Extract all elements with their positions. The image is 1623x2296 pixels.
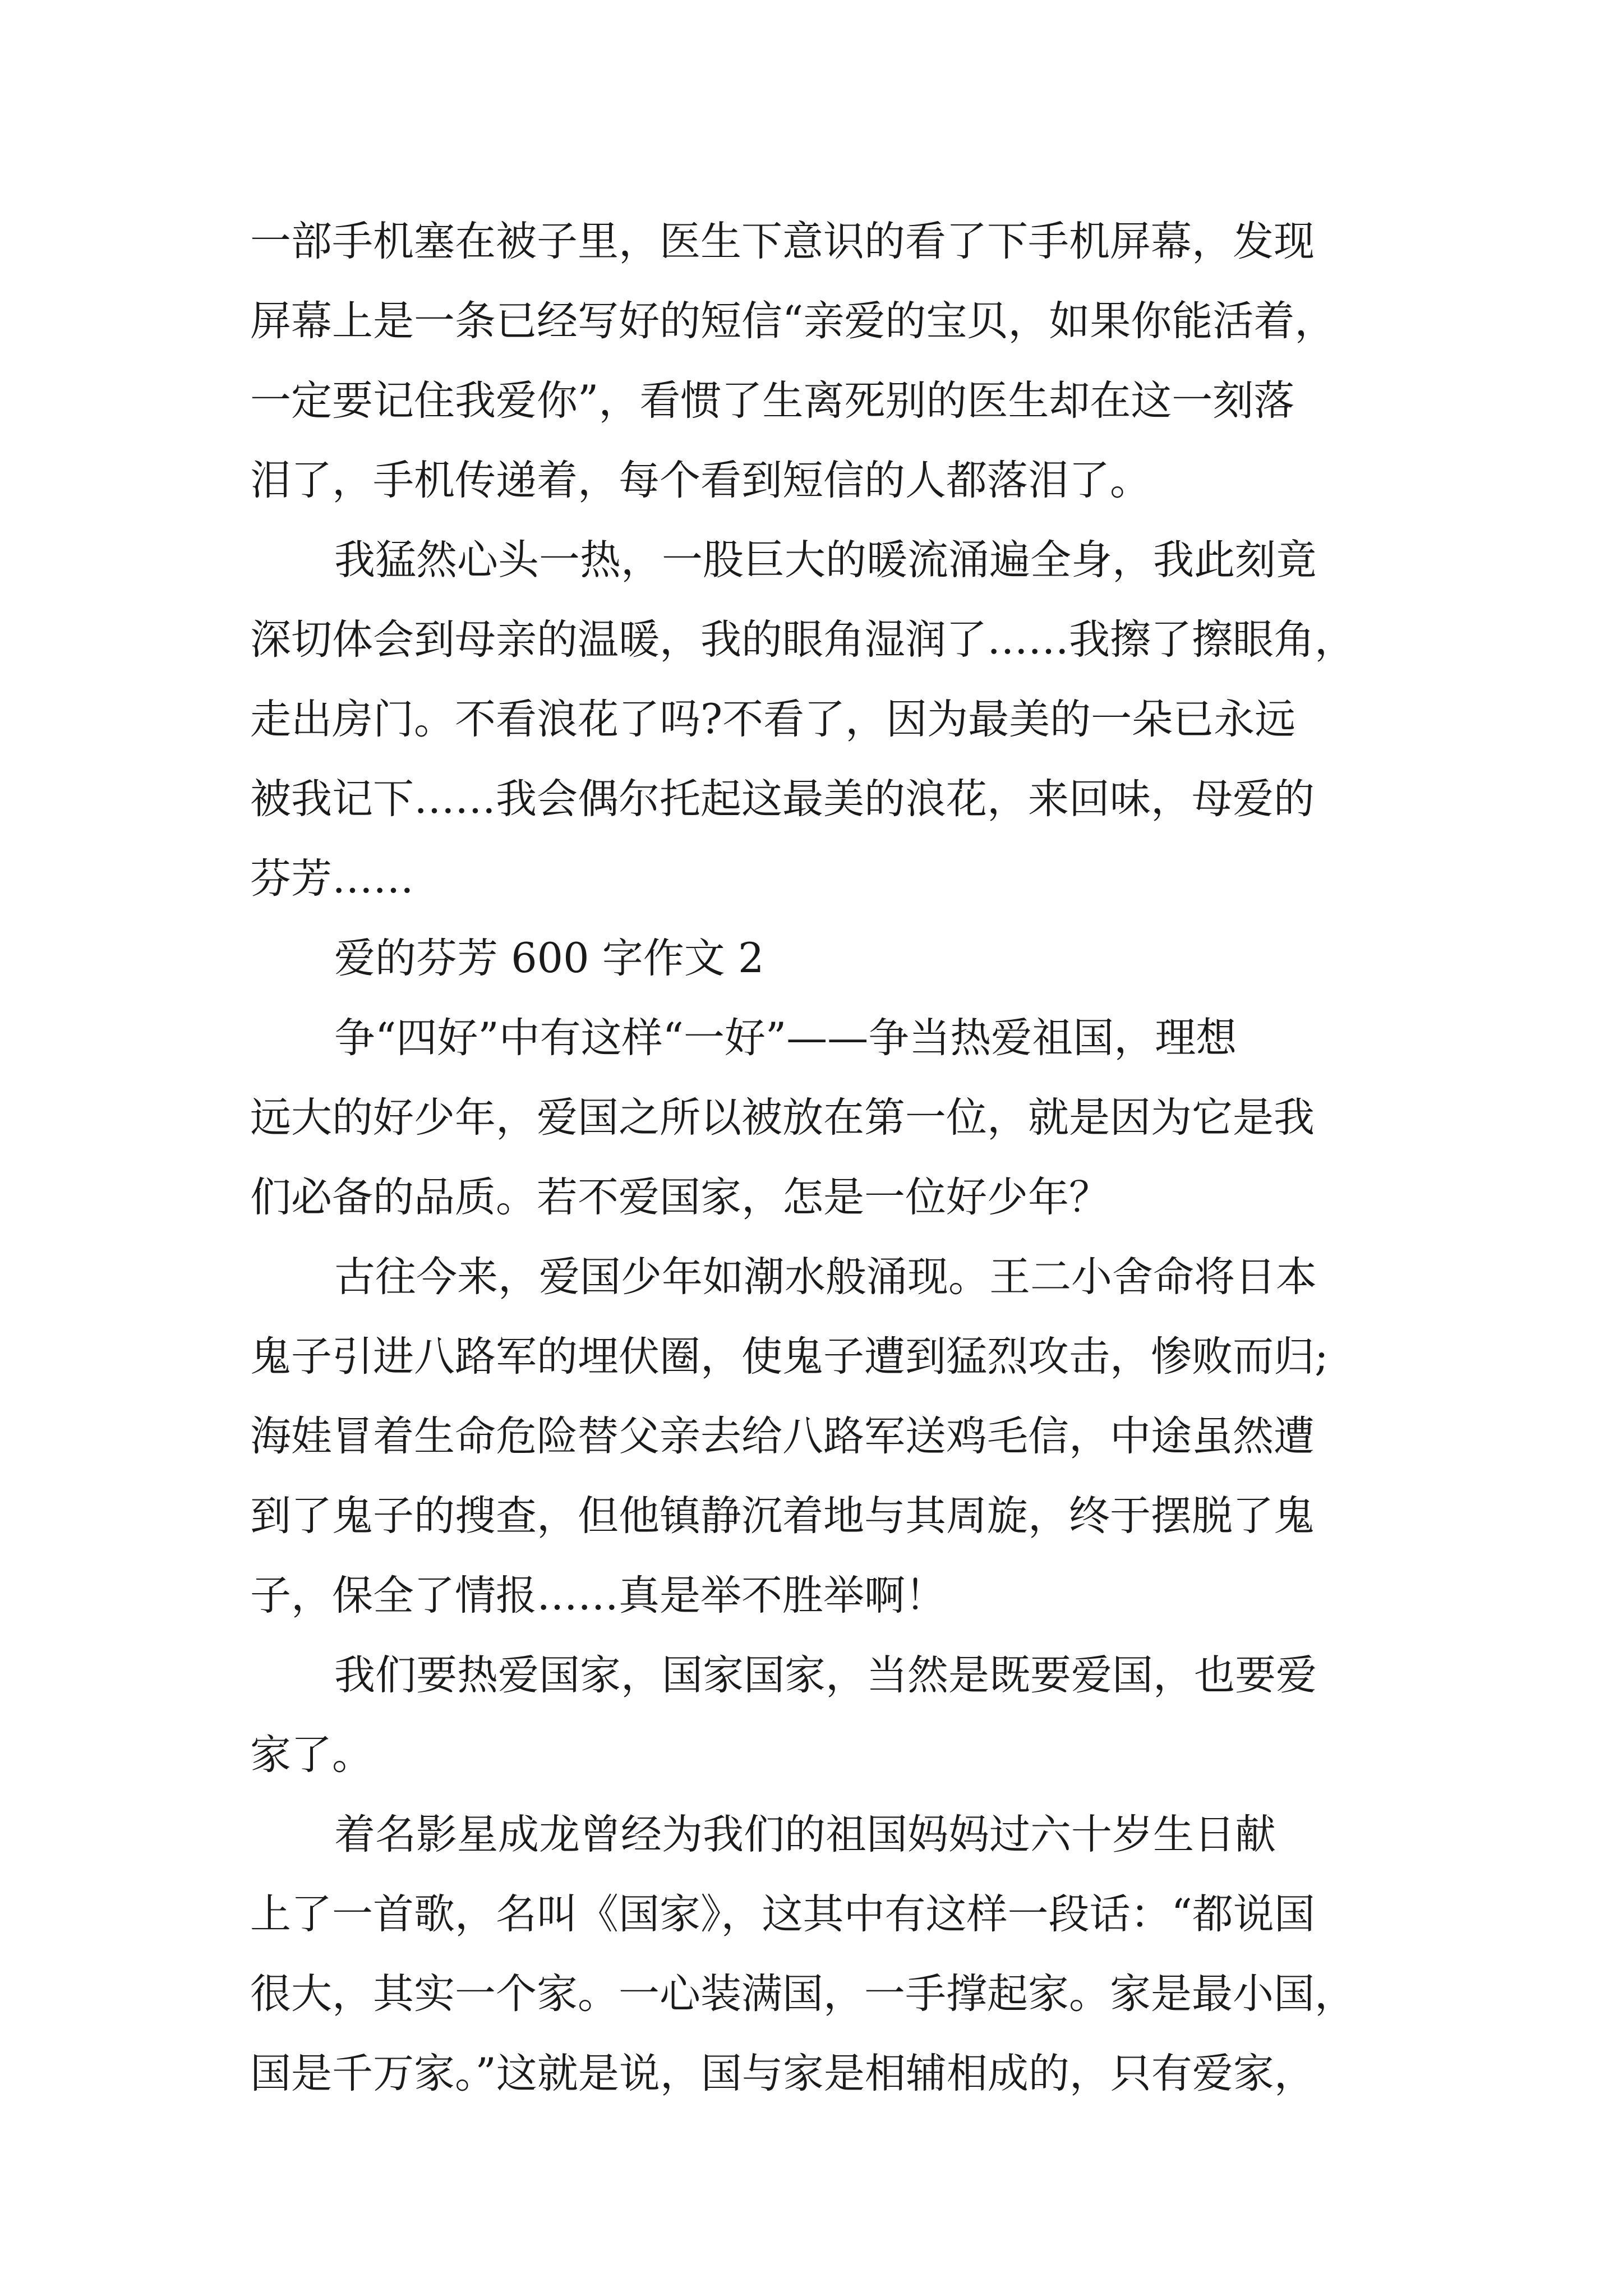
text-line: 泪了，手机传递着，每个看到短信的人都落泪了。 <box>250 457 1151 504</box>
text-line: 国是千万家。”这就是说，国与家是相辅相成的，只有爱家， <box>250 2050 1315 2097</box>
text-line: 很大，其实一个家。一心装满国，一手撑起家。家是最小国， <box>250 1970 1355 2018</box>
text-line: 们必备的品质。若不爱国家，怎是一位好少年？ <box>250 1174 1110 1221</box>
text-line: 芬芳…… <box>250 855 414 903</box>
text-line: 屏幕上是一条已经写好的短信“亲爱的宝贝，如果你能活着， <box>250 297 1336 345</box>
text-line: 我们要热爱国家，国家国家，当然是既要爱国，也要爱 <box>334 1651 1317 1699</box>
text-line: 爱的芬芳 600 字作文 2 <box>334 935 764 982</box>
text-line: 远大的好少年，爱国之所以被放在第一位，就是因为它是我 <box>250 1094 1315 1142</box>
text-line: 一部手机塞在被子里，医生下意识的看了下手机屏幕，发现 <box>250 218 1315 265</box>
text-line: 鬼子引进八路军的埋伏圈，使鬼子遭到猛烈攻击，惨败而归; <box>250 1333 1329 1381</box>
text-line: 被我记下……我会偶尔托起这最美的浪花，来回味，母爱的 <box>250 775 1315 823</box>
text-line: 子，保全了情报……真是举不胜举啊！ <box>250 1572 946 1619</box>
text-line: 深切体会到母亲的温暖，我的眼角湿润了……我擦了擦眼角， <box>250 616 1355 664</box>
text-line: 着名影星成龙曾经为我们的祖国妈妈过六十岁生日献 <box>334 1811 1276 1858</box>
text-line: 走出房门。不看浪花了吗?不看了，因为最美的一朵已永远 <box>250 696 1296 743</box>
text-line: 到了鬼子的搜查，但他镇静沉着地与其周旋，终于摆脱了鬼 <box>250 1492 1315 1540</box>
text-line: 一定要记住我爱你”，看惯了生离死别的医生却在这一刻落 <box>250 377 1295 425</box>
document-body <box>250 202 1383 2114</box>
text-line: 争“四好”中有这样“一好”——争当热爱祖国，理想 <box>334 1014 1237 1062</box>
text-line: 古往今来，爱国少年如潮水般涌现。王二小舍命将日本 <box>334 1253 1317 1301</box>
text-line: 我猛然心头一热，一股巨大的暖流涌遍全身，我此刻竟 <box>334 536 1317 584</box>
text-line: 上了一首歌，名叫《国家》，这其中有这样一段话：“都说国 <box>250 1890 1315 1938</box>
text-line: 海娃冒着生命危险替父亲去给八路军送鸡毛信，中途虽然遭 <box>250 1412 1315 1460</box>
text-line: 家了。 <box>250 1731 373 1779</box>
